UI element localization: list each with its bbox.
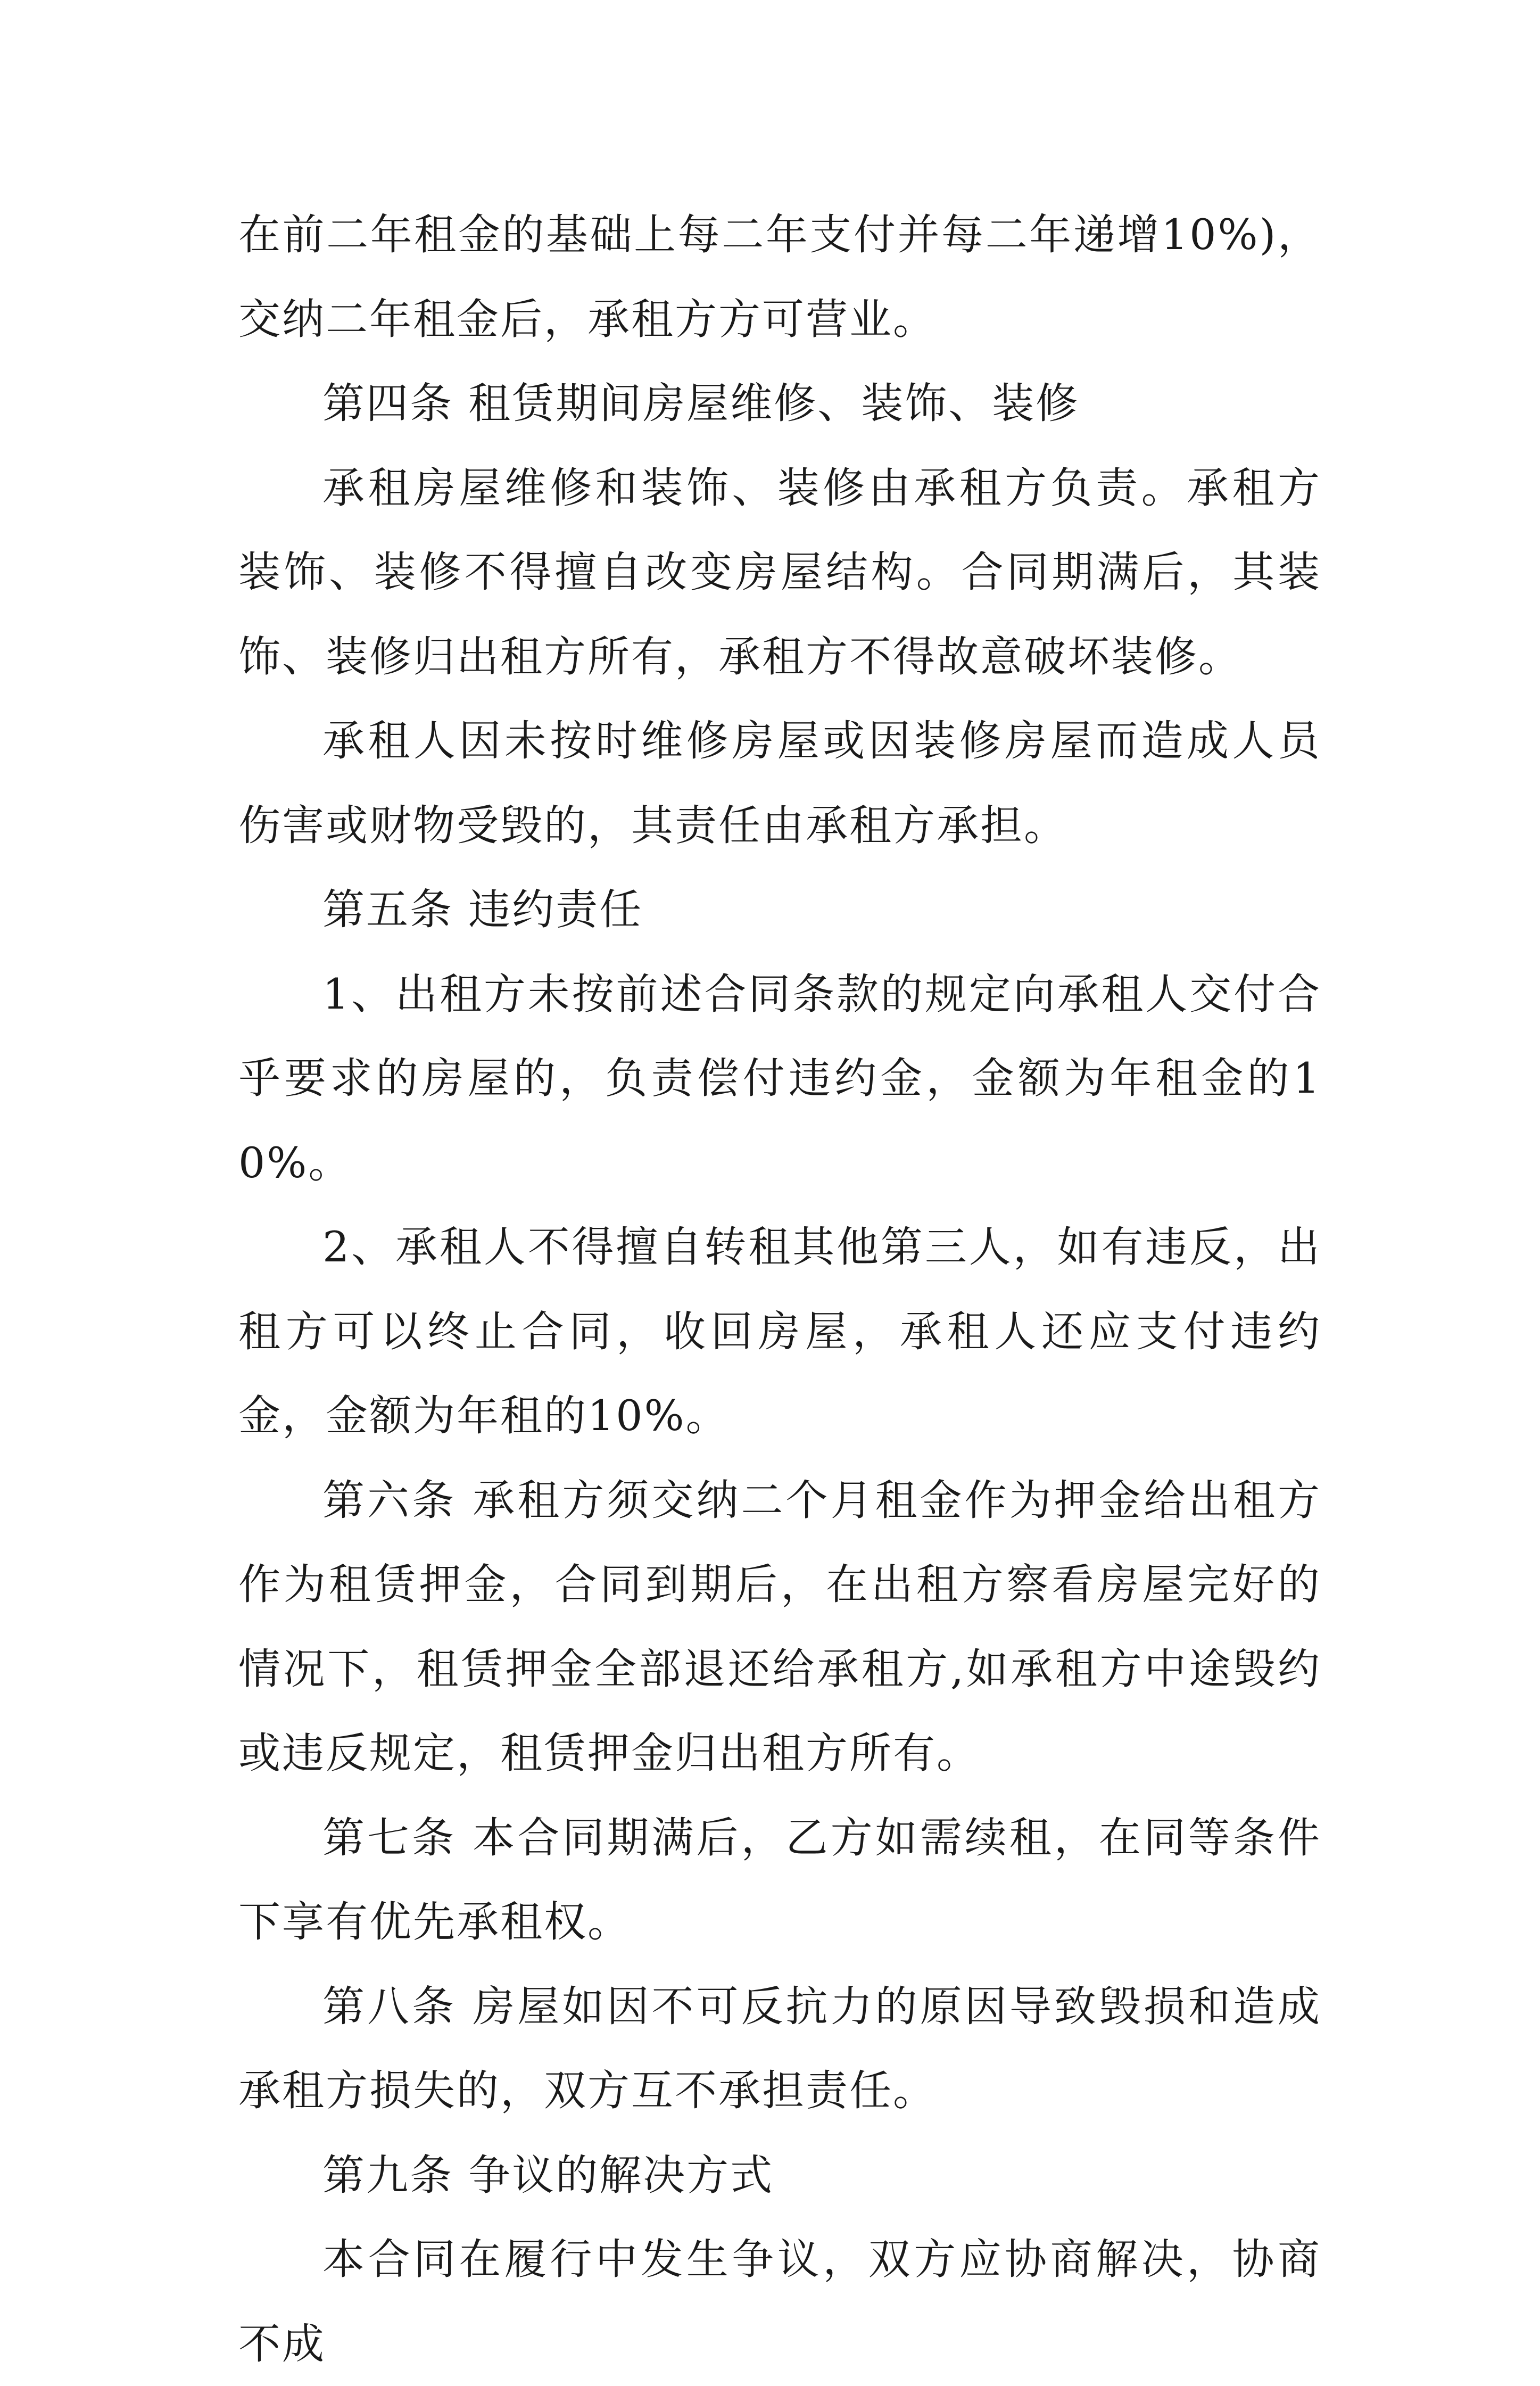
paragraph-breach-clause-1: 1、出租方未按前述合同条款的规定向承租人交付合乎要求的房屋的，负责偿付违约金，金额为年租金的10%。 xyxy=(238,969,1321,1187)
paragraph-rent-continuation: 在前二年租金的基础上每二年支付并每二年递增10%)，交纳二年租金后，承租方方可营业。 xyxy=(238,210,1321,344)
heading-article-4: 第四条 租赁期间房屋维修、装饰、装修 xyxy=(322,379,1080,428)
paragraph-dispute-resolution: 本合同在履行中发生争议，双方应协商解决，协商不成 xyxy=(238,2235,1321,2368)
paragraph-breach-clause-2: 2、承租人不得擅自转租其他第三人，如有违反，出租方可以终止合同，收回房屋，承租人还应支付违约金，金额为年租的10%。 xyxy=(238,1223,1321,1440)
heading-article-5: 第五条 违约责任 xyxy=(322,885,643,934)
paragraph-repair-responsibility: 承租房屋维修和装饰、装修由承租方负责。承租方装饰、装修不得擅自改变房屋结构。合同期满后，其装饰、装修归出租方所有，承租方不得故意破坏装修。 xyxy=(238,463,1321,681)
paragraph-article-8-force-majeure: 第八条 房屋如因不可反抗力的原因导致毁损和造成承租方损失的，双方互不承担责任。 xyxy=(238,1982,1321,2115)
paragraph-article-7-renewal: 第七条 本合同期满后，乙方如需续租，在同等条件下享有优先承租权。 xyxy=(238,1813,1321,1946)
heading-article-9: 第九条 争议的解决方式 xyxy=(322,2150,774,2200)
contract-body xyxy=(238,193,1321,2386)
paragraph-injury-liability: 承租人因未按时维修房屋或因装修房屋而造成人员伤害或财物受毁的，其责任由承租方承担。 xyxy=(238,716,1321,850)
paragraph-article-6-deposit: 第六条 承租方须交纳二个月租金作为押金给出租方作为租赁押金，合同到期后，在出租方察看房屋完好的情况下，租赁押金全部退还给承租方,如承租方中途毁约或违反规定，租赁押金归出租方所有。 xyxy=(238,1475,1321,1778)
